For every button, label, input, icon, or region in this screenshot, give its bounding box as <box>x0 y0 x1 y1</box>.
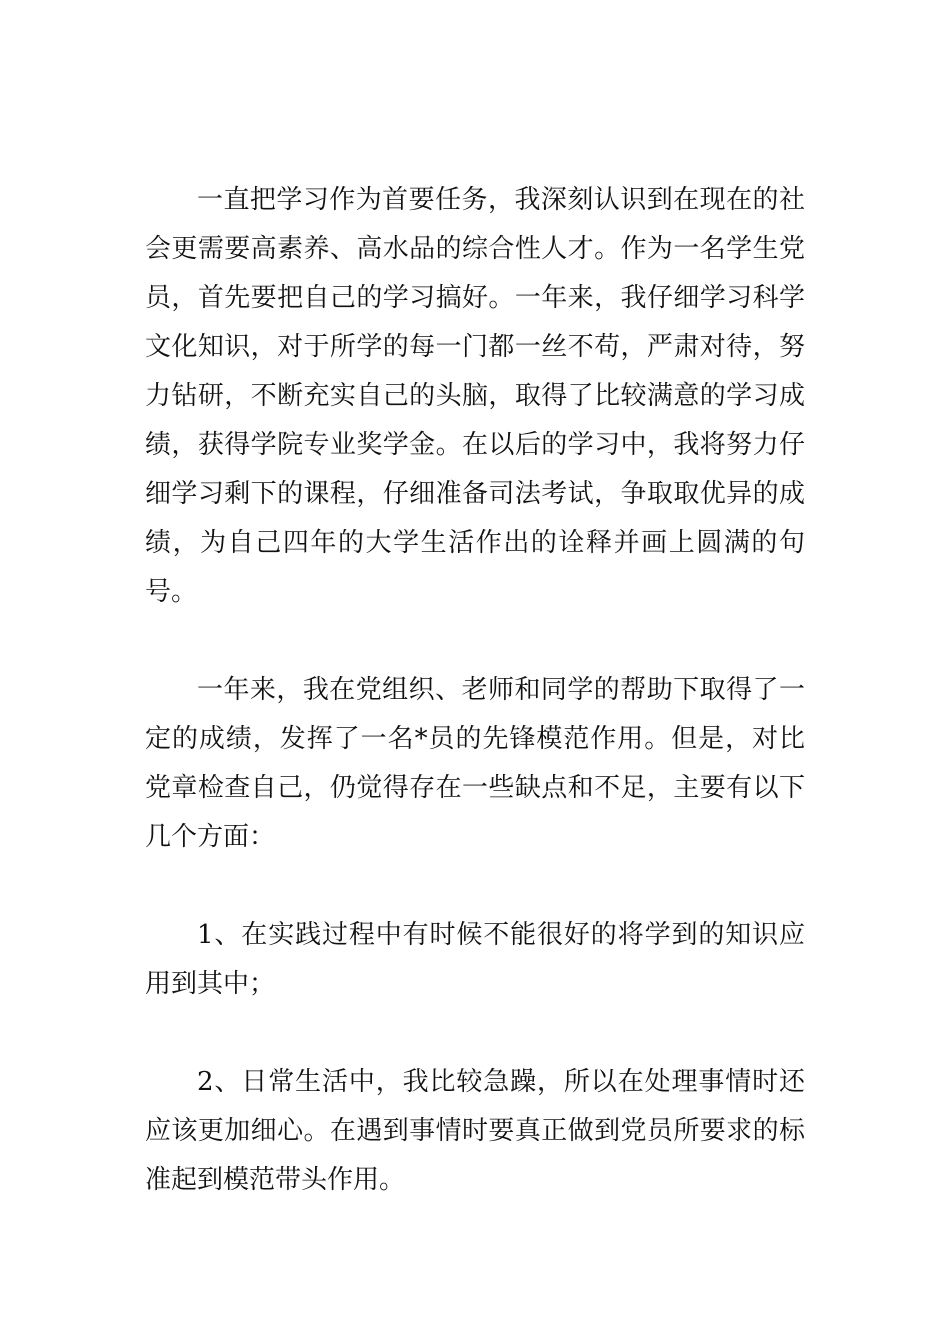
paragraph-achievements: 一年来，我在党组织、老师和同学的帮助下取得了一定的成绩，发挥了一名*员的先锋模范作用。但是，对比党章检查自己，仍觉得存在一些缺点和不足，主要有以下几个方面： <box>145 675 805 852</box>
paragraph-shortcoming-1: 1、在实践过程中有时候不能很好的将学到的知识应用到其中； <box>145 920 805 999</box>
paragraph-shortcoming-2: 2、日常生活中，我比较急躁，所以在处理事情时还应该更加细心。在遇到事情时要真正做到党员所要求的标准起到模范带头作用。 <box>145 1067 805 1195</box>
document-body <box>145 176 805 1205</box>
paragraph-study: 一直把学习作为首要任务，我深刻认识到在现在的社会更需要高素养、高水品的综合性人才。作为一名学生党员，首先要把自己的学习搞好。一年来，我仔细学习科学文化知识，对于所学的每一门都一丝不苟，严肃对待，努力钻研，不断充实自己的头脑，取得了比较满意的学习成绩，获得学院专业奖学金。在以后的学习中，我将努力仔细学习剩下的课程，仔细准备司法考试，争取取优异的成绩，为自己四年的大学生活作出的诠释并画上圆满的句号。 <box>145 185 805 607</box>
